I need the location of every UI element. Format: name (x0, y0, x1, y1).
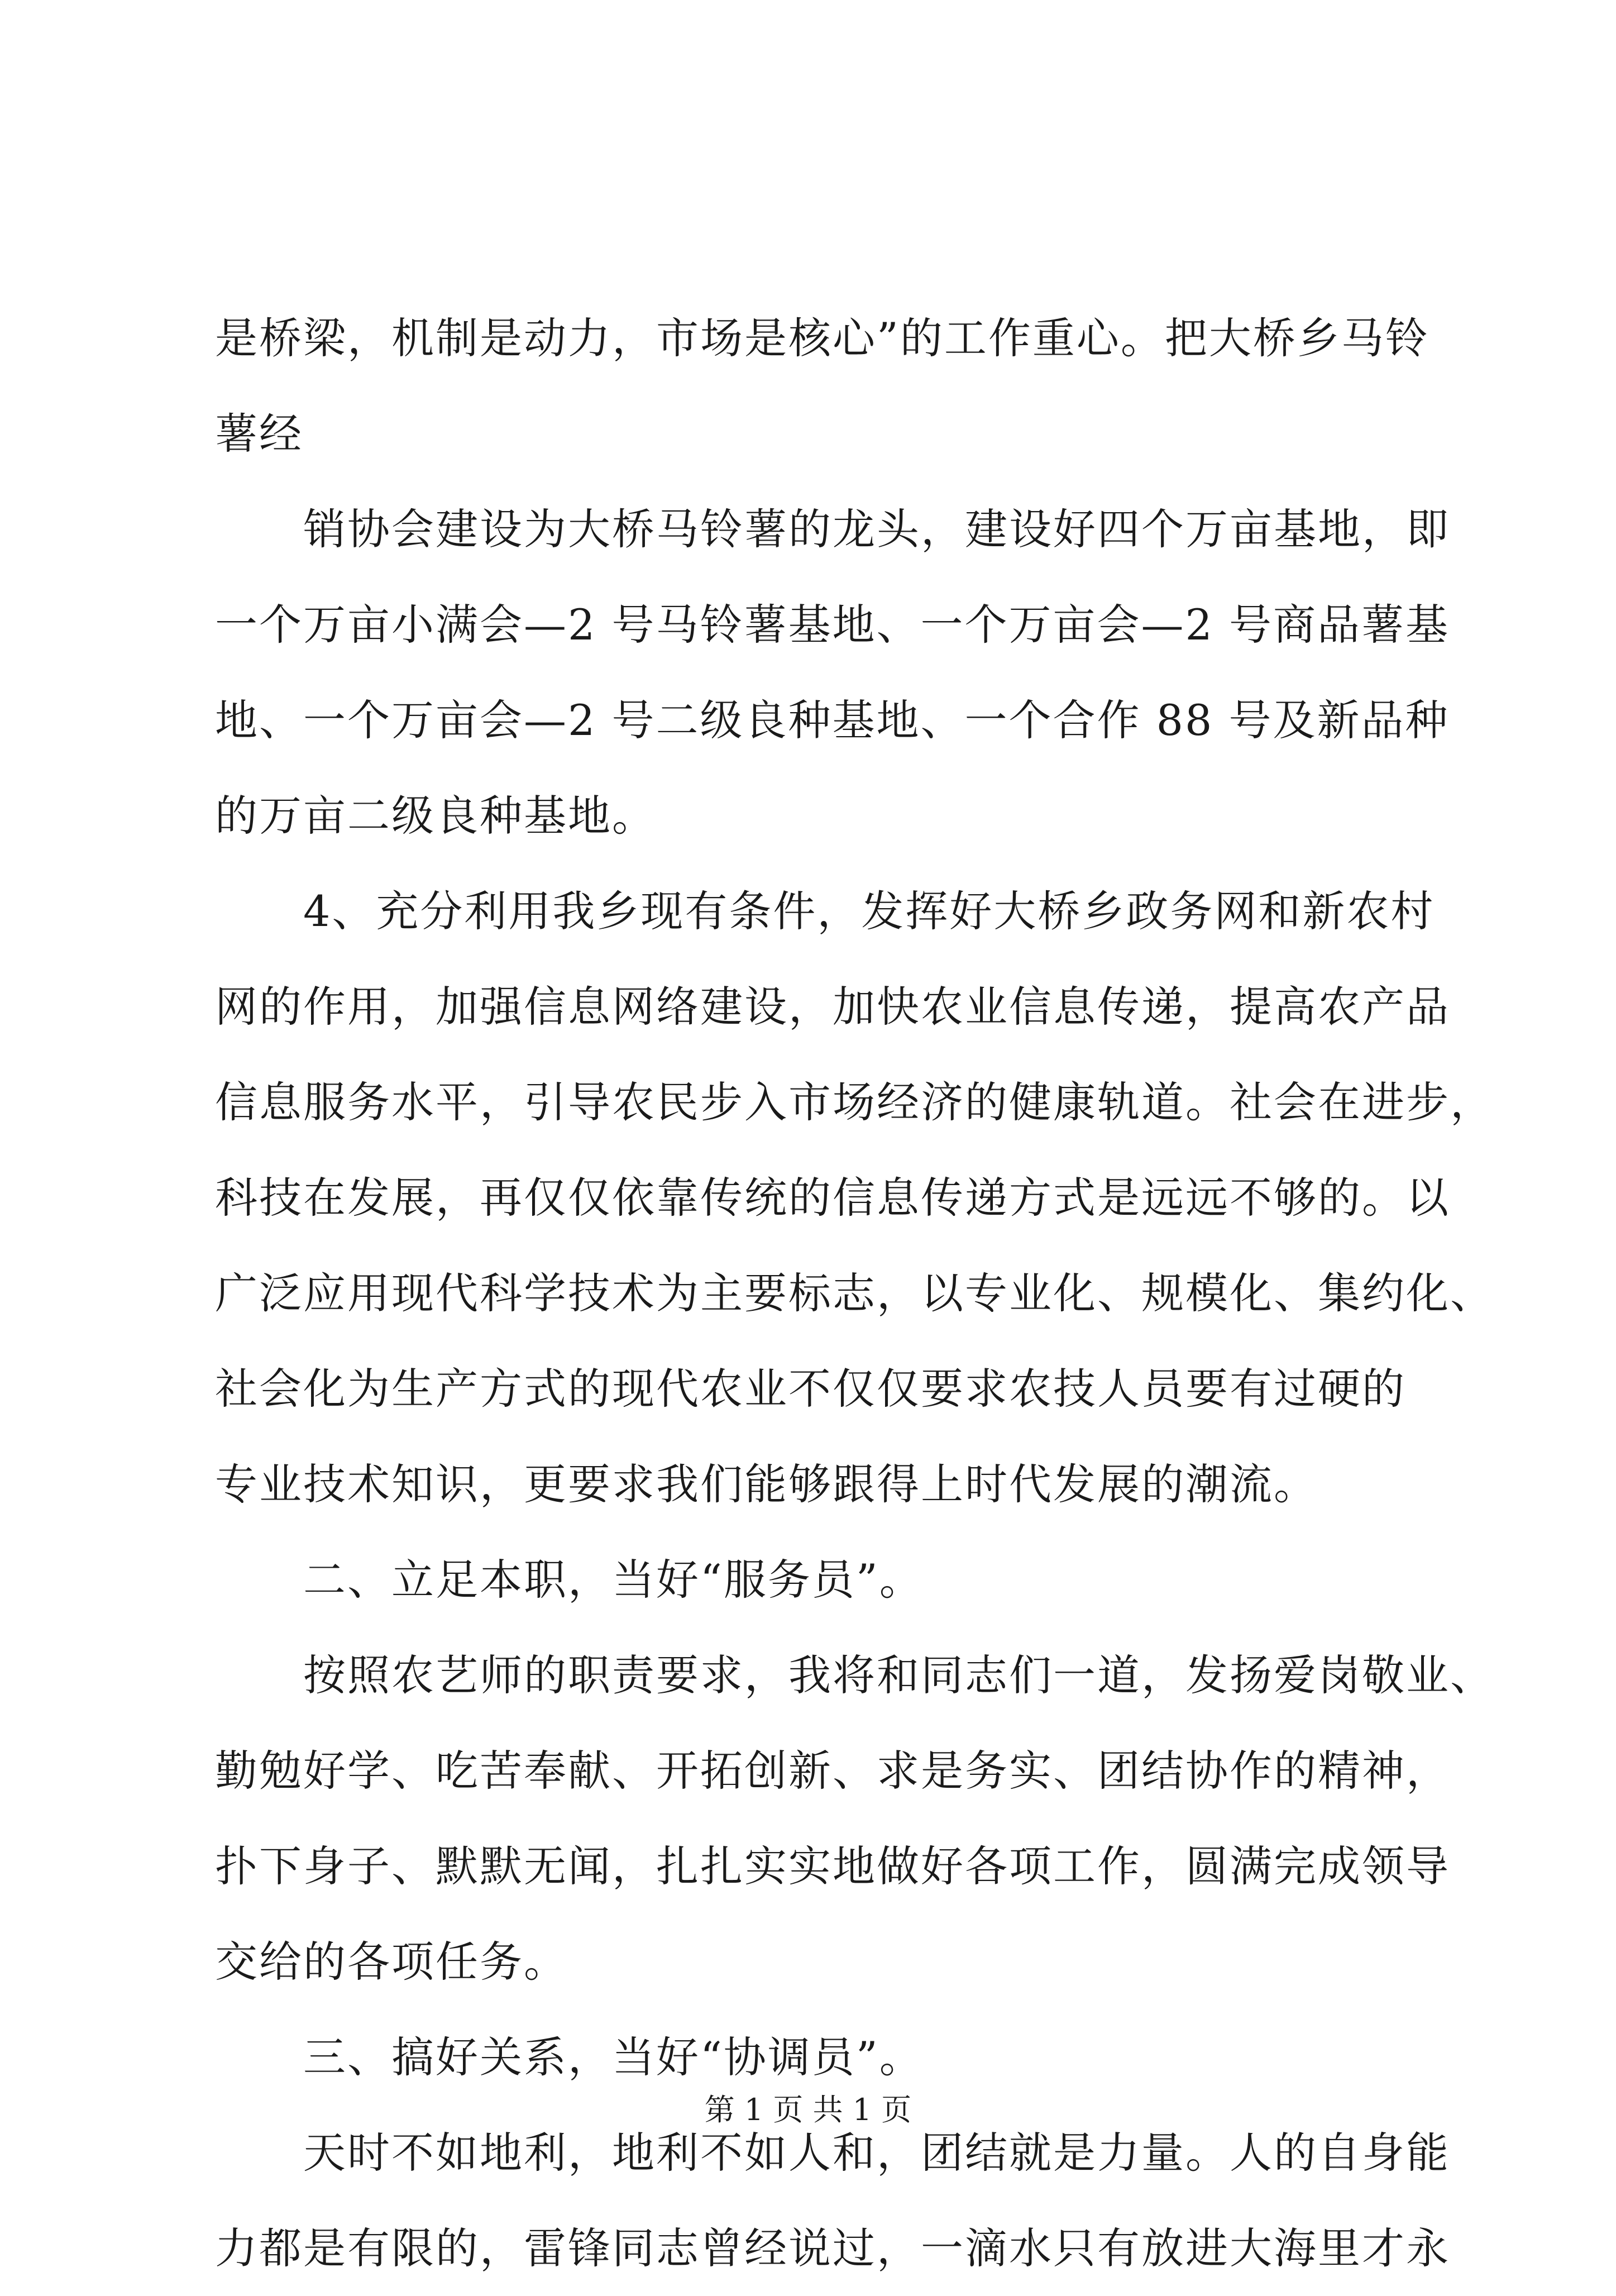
text-line: 力都是有限的，雷锋同志曾经说过，一滴水只有放进大海里才永 (215, 2223, 1450, 2273)
text-line: 一个万亩小满会—2 号马铃薯基地、一个万亩会—2 号商品薯基 (215, 600, 1450, 650)
page-number-footer: 第 1 页 共 1 页 (704, 2092, 912, 2127)
text-line: 社会化为生产方式的现代农业不仅仅要求农技人员要有过硬的 (215, 1364, 1406, 1414)
text-line: 勤勉好学、吃苦奉献、开拓创新、求是务实、团结协作的精神， (215, 1746, 1450, 1796)
text-line: 4、充分利用我乡现有条件，发挥好大桥乡政务网和新农村 (303, 886, 1435, 936)
text-line: 网的作用，加强信息网络建设，加快农业信息传递，提高农产品 (215, 982, 1450, 1032)
text-line: 信息服务水平，引导农民步入市场经济的健康轨道。社会在进步， (215, 1077, 1494, 1127)
text-line: 薯经 (215, 409, 303, 459)
text-line: 的万亩二级良种基地。 (215, 791, 656, 841)
text-line: 是桥梁，机制是动力，市场是核心”的工作重心。把大桥乡马铃 (215, 313, 1429, 363)
text-line: 科技在发展，再仅仅依靠传统的信息传递方式是远远不够的。以 (215, 1173, 1450, 1223)
text-line: 销协会建设为大桥马铃薯的龙头，建设好四个万亩基地，即 (303, 504, 1450, 554)
text-line: 按照农艺师的职责要求，我将和同志们一道，发扬爱岗敬业、 (303, 1650, 1494, 1700)
section-heading: 二、立足本职，当好“服务员”。 (303, 1555, 924, 1605)
text-line: 专业技术知识，更要求我们能够跟得上时代发展的潮流。 (215, 1459, 1318, 1509)
text-line: 扑下身子、默默无闻，扎扎实实地做好各项工作，圆满完成领导 (215, 1841, 1450, 1891)
document-body (215, 290, 1494, 2296)
text-line: 广泛应用现代科学技术为主要标志，以专业化、规模化、集约化、 (215, 1268, 1494, 1318)
text-line: 天时不如地利，地利不如人和，团结就是力量。人的自身能 (303, 2128, 1450, 2178)
section-heading: 三、搞好关系，当好“协调员”。 (303, 2032, 924, 2082)
text-line: 地、一个万亩会—2 号二级良种基地、一个合作 88 号及新品种 (215, 695, 1450, 745)
text-line: 交给的各项任务。 (215, 1937, 568, 1987)
